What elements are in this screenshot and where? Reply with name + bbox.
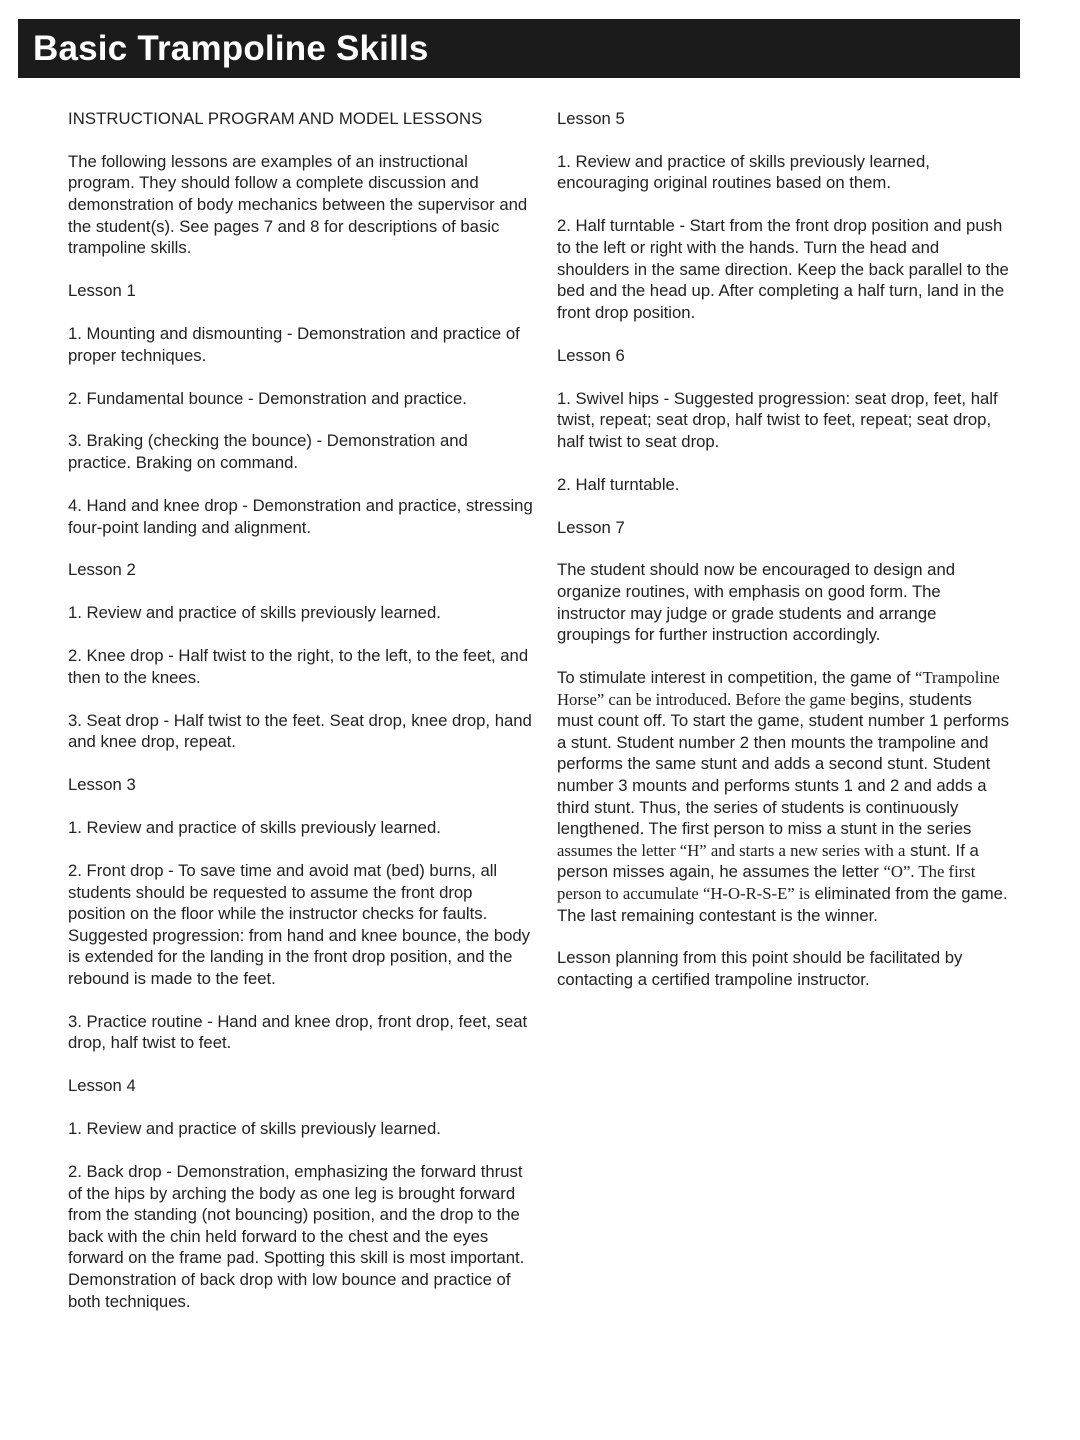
header-bar	[18, 19, 1020, 78]
lesson-3-item-2: 2. Front drop - To save time and avoid mat (bed) burns, all students should be requested to assume the front drop position on the floor while the instructor checks for faults. Suggested progression: from hand and knee bounce, the body is extended for the landing in the front drop position, and the rebound is made to the feet.	[68, 860, 531, 988]
lesson-1-item-3: 3. Braking (checking the bounce) - Demonstration and practice. Braking on command.	[68, 431, 468, 473]
paragraph-2-serif-a: “Trampoline Horse” can be introduced. Before the game	[557, 668, 1000, 709]
right-column	[557, 108, 1012, 1012]
lesson-5-heading: Lesson 5	[557, 109, 625, 128]
lesson-4-heading: Lesson 4	[68, 1076, 136, 1096]
lesson-5-item-2: 2. Half turntable - Start from the front drop position and push to the left or right with the hands. Turn the head and shoulders in the same direction. Keep the back parallel to the bed and the head up. After completing a half turn, land in the front drop position.	[557, 216, 1009, 322]
lesson-3-item-3: 3. Practice routine - Hand and knee drop, front drop, feet, seat drop, half twist to feet.	[68, 1011, 528, 1053]
lesson-2-item-2: 2. Knee drop - Half twist to the right, to the left, to the feet, and then to the knees.	[68, 646, 529, 687]
lesson-6-item-2: 2. Half turntable.	[557, 474, 680, 494]
lesson-6-heading: Lesson 6	[557, 345, 625, 365]
lesson-1-heading: Lesson 1	[68, 281, 136, 301]
lesson-6-item-1: 1. Swivel hips - Suggested progression: seat drop, feet, half twist, repeat; seat drop, half twist to feet, repeat; seat drop, half twist to seat drop.	[557, 388, 998, 451]
lesson-4-item-1: 1. Review and practice of skills previously learned.	[68, 1119, 441, 1139]
paragraph-2-after-b: stunt. If a person misses again, he assumes the letter	[557, 840, 979, 882]
left-column	[68, 108, 534, 1334]
paragraph-2-serif-b: assumes the letter “H” and starts a new series with a	[557, 840, 906, 860]
section-title: INSTRUCTIONAL PROGRAM AND MODEL LESSONS	[68, 109, 483, 128]
lesson-1-item-2: 2. Fundamental bounce - Demonstration and practice.	[68, 388, 467, 408]
lesson-3-heading: Lesson 3	[68, 775, 136, 795]
paragraph-2-serif-c: “O”. The first person to accumulate “H-O-R-S-E” is	[557, 862, 976, 903]
lesson-2-item-3: 3. Seat drop - Half twist to the feet. Seat drop, knee drop, hand and knee drop, repeat.	[68, 710, 532, 752]
intro-paragraph: The following lessons are examples of an instructional program. They should follow a complete discussion and demonstration of body mechanics between the supervisor and the student(s). See pages 7 and 8 for descriptions of basic trampoline skills.	[68, 151, 528, 258]
lesson-2-heading: Lesson 2	[68, 560, 136, 580]
lesson-7-heading: Lesson 7	[557, 517, 625, 537]
lesson-4-item-2: 2. Back drop - Demonstration, emphasizing the forward thrust of the hips by arching the body as one leg is brought forward from the standing (not bouncing) position, and the drop to the back with the chin held forward to the chest and the eyes forward on the frame pad. Spotting this skill is most important. Demonstration of back drop with low bounce and practice of both techniques.	[68, 1162, 525, 1311]
paragraph-2-start: To stimulate interest in competition, the game of	[557, 668, 911, 688]
lesson-2-item-1: 1. Review and practice of skills previously learned.	[68, 603, 441, 623]
lesson-1-item-1: 1. Mounting and dismounting - Demonstration and practice of proper techniques.	[68, 324, 520, 365]
lesson-5-item-1: 1. Review and practice of skills previously learned, encouraging original routines based on them.	[557, 151, 930, 193]
paragraph-2-middle: begins, students must count off. To start the game, student number 1 performs a stunt. Student number 2 then mounts the trampoline and performs the same stunt and adds a second stunt. Student number 3 mounts and performs stunts 1 and 2 and adds a third stunt. Thus, the series of students is continuously lengthened. The first person to miss a stunt in the series	[557, 689, 1010, 839]
paragraph-2-end: eliminated from the game. The last remaining contestant is the winner.	[557, 884, 1008, 925]
lesson-1-item-4: 4. Hand and knee drop - Demonstration and practice, stressing four-point landing and alignment.	[68, 495, 533, 537]
lesson-7-paragraph-1: The student should now be encouraged to design and organize routines, with emphasis on good form. The instructor may judge or grade students and arrange groupings for further instruction accordingly.	[557, 560, 956, 645]
lesson-7-paragraph-3: Lesson planning from this point should be facilitated by contacting a certified trampoline instructor.	[557, 948, 963, 990]
lesson-7-paragraph-2	[557, 667, 1012, 926]
lesson-3-item-1: 1. Review and practice of skills previously learned.	[68, 818, 441, 838]
page-title: Basic Trampoline Skills	[33, 29, 429, 68]
